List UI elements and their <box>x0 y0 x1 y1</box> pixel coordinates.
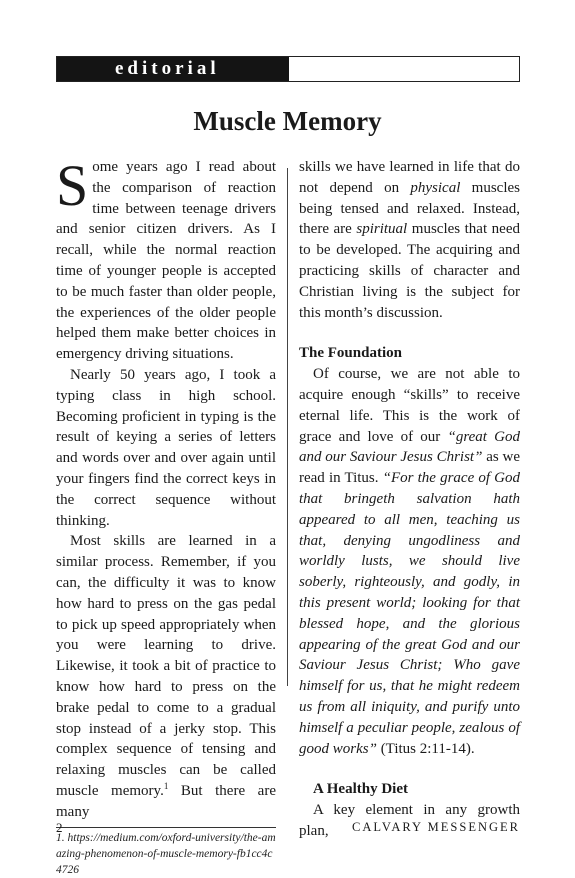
spacer <box>299 759 520 779</box>
text-run: skills we have learned in life that do not depend on <box>299 159 520 196</box>
paragraph-3-tail: But there are many <box>56 782 276 820</box>
paragraph-1-text: ome years ago I read about the comparison of reaction time between teenage drivers and senior citizen drivers. As I recall, while the normal reaction time of younger people is accepted to be much faster than older people, the experiences of the older people helped them make better choices in emergency driving situations. <box>56 159 276 363</box>
paragraph-3-text: Most skills are learned in a similar process. Remember, if you can, the difficulty it was to know how hard to press on the gas pedal to pick up speed appropriately when you were learning to drive. Likewise, it took a bit of practice to know how hard to press on the brake pedal to come to a gradual stop instead of a jerky stop. This complex sequence of tensing and relaxing muscles can be called muscle memory. <box>56 533 276 799</box>
running-footer: CALVARY MESSENGER <box>352 820 520 834</box>
page-number: 2 <box>56 820 63 835</box>
paragraph-1 <box>56 153 276 365</box>
text-run: (Titus 2:11-14). <box>376 740 475 757</box>
italic-run: “great God and our Saviour Jesus Christ” <box>299 428 520 466</box>
footnote-marker: 1 <box>163 780 169 791</box>
footnote: 1. https://medium.com/oxford-university/the-amazing-phenomenon-of-muscle-memory-fb1cc4c4726 <box>56 831 276 876</box>
column-divider <box>287 168 288 686</box>
left-column <box>56 153 276 878</box>
footnote-divider <box>56 827 276 828</box>
section-banner <box>56 56 520 82</box>
scripture-quote: “For the grace of God that bringeth salvation hath appeared to all men, teaching us that, denying ungodliness and worldly lusts, we should live soberly, righteously, and godly, in this present world; looking for that blessed hope, and the glorious appearing of the great God and our Saviour Jesus Christ; Who gave himself for us, that he might redeem us from all iniquity, and purify unto himself a peculiar people, zealous of good works” <box>299 470 520 757</box>
subhead-healthy-diet: A Healthy Diet <box>313 781 408 798</box>
text-run: Of course, we are not able to acquire enough “skills” to receive eternal life. This is the work of grace and love of our <box>299 366 520 445</box>
paragraph-6: A key element in any growth plan, <box>299 802 520 839</box>
text-run: as we read in Titus. <box>299 449 520 487</box>
drop-cap: S <box>56 153 89 218</box>
paragraph-3 <box>56 531 276 822</box>
article-title: Muscle Memory <box>193 106 382 136</box>
italic-run: physical <box>410 179 461 196</box>
paragraph-5 <box>299 364 520 759</box>
text-run: muscles being tensed and relaxed. Instead, there are <box>299 179 520 238</box>
banner-label: editorial <box>115 58 220 79</box>
paragraph-4 <box>299 157 520 323</box>
text-run: muscles that need to be developed. The acquiring and practicing skills of character and Christian living is the subject for this month’s discussion. <box>299 221 520 321</box>
spacer <box>299 323 520 343</box>
italic-run: spiritual <box>356 221 408 238</box>
paragraph-2: Nearly 50 years ago, I took a typing class in high school. Becoming proficient in typing is the result of keying a series of letters and words over and over again until your fingers find the correct keys in the correct sequence without thinking. <box>56 366 276 529</box>
subhead-foundation: The Foundation <box>299 345 402 362</box>
right-column <box>299 157 520 842</box>
